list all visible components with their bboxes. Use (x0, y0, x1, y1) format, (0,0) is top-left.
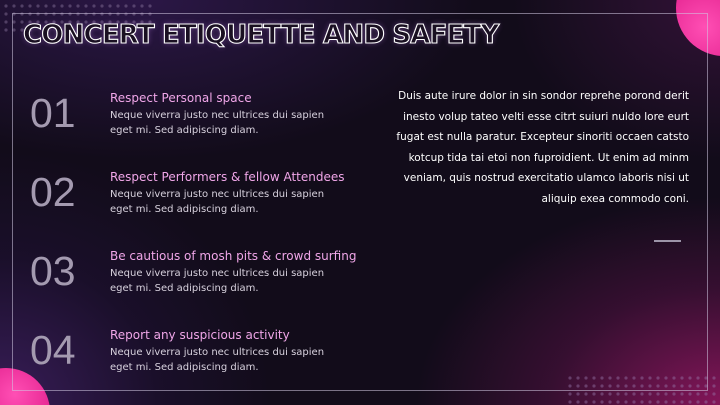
accent-line-divider (654, 240, 681, 242)
list-item (30, 248, 370, 311)
item-description: Neque viverra justo nec ultrices dui sapien eget mi. Sed adipiscing diam. (110, 347, 325, 373)
item-description: Neque viverra justo nec ultrices dui sapien eget mi. Sed adipiscing diam. (110, 189, 325, 215)
item-description: Neque viverra justo nec ultrices dui sapien eget mi. Sed adipiscing diam. (110, 268, 325, 294)
item-title: Be cautious of mosh pits & crowd surfing (110, 249, 357, 263)
item-title: Respect Performers & fellow Attendees (110, 170, 345, 184)
list-item (30, 90, 370, 153)
item-description: Neque viverra justo nec ultrices dui sapien eget mi. Sed adipiscing diam. (110, 110, 325, 136)
item-title: Report any suspicious activity (110, 328, 290, 342)
item-number: 04 (30, 327, 76, 373)
item-number: 01 (30, 90, 76, 136)
item-number: 03 (30, 248, 76, 294)
body-paragraph: Duis aute irure dolor in sin sondor reprehe porond derit inesto volup tateo velti esse citrt suiuri nuldo lore eurt fugat est nulla paratur. Excepteur sinoriti occaen catsto kotcup tida tai etoi non fuproidient. Ut enim ad minm veniam, quis nostrud exercitatio ulamco laboris nisi ut aliquip exea commodo coni. (396, 90, 689, 205)
list-item (30, 327, 370, 390)
item-number: 02 (30, 169, 76, 215)
slide-title: CONCERT ETIQUETTE AND SAFETY (23, 20, 499, 50)
item-title: Respect Personal space (110, 91, 252, 105)
list-item (30, 169, 370, 232)
